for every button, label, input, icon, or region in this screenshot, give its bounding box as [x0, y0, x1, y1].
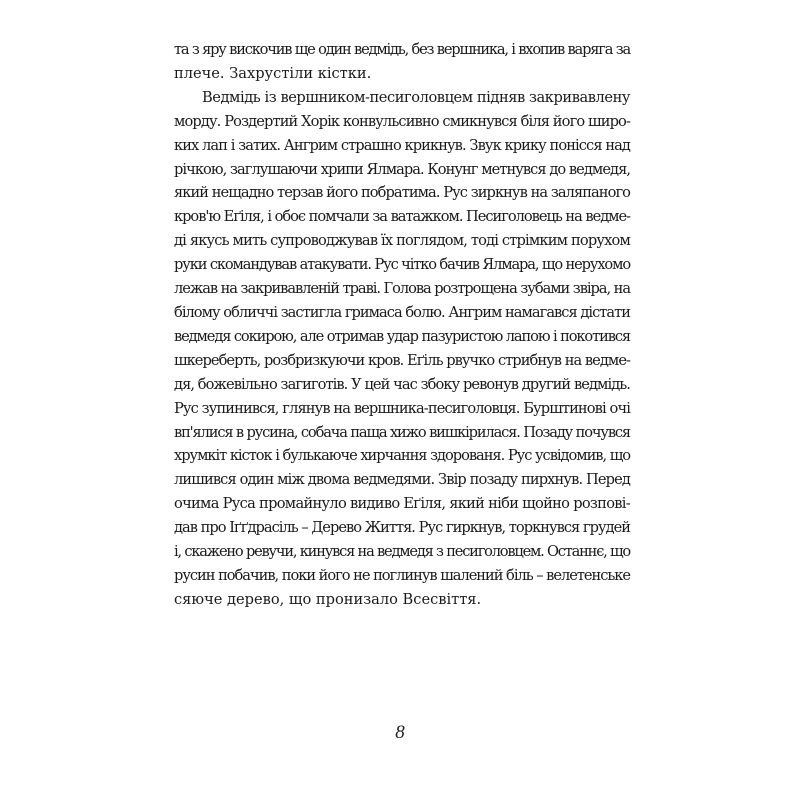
text-line: ді якусь мить супроводжував їх поглядом, тоді стрімким порухом: [174, 232, 630, 250]
text-line: сяюче дерево, що пронизало Всесвіття.: [174, 590, 482, 608]
text-line: Рус зупинився, глянув на вершника-песиголовця. Бурштинові очі: [174, 399, 631, 417]
text-line: шкереберть, розбризкуючи кров. Еґіль рвучко стрибнув на ведме-: [174, 351, 630, 369]
text-line: русин побачив, поки його не поглинув шалений біль – велетенське: [174, 566, 630, 584]
text-line: річкою, заглушаючи хрипи Ялмара. Конунг метнувся до ведмедя,: [174, 160, 631, 178]
page-number: 8: [395, 722, 405, 743]
text-line: плече. Захрустіли кістки.: [174, 64, 372, 82]
text-line: дя, божевільно загиготів. У цей час збоку ревонув другий ведмідь.: [174, 375, 630, 393]
text-line: очима Руса промайнуло видиво Еґіля, який ніби щойно розпові-: [174, 495, 630, 513]
body-text: [174, 38, 630, 612]
text-line: хрумкіт кісток і булькаюче хирчання здорованя. Рус усвідомив, що: [174, 447, 631, 465]
text-line: який нещадно терзав його побратима. Рус зиркнув на заляпаного: [174, 184, 631, 202]
text-line: і, скажено ревучи, кинувся на ведмедя з песиголовцем. Останнє, що: [174, 543, 630, 561]
text-line: лишився один між двома ведмедями. Звір позаду пирхнув. Перед: [174, 471, 631, 489]
text-line: кров'ю Еґіля, і обоє помчали за ватажком. Песиголовець на ведме-: [174, 208, 631, 226]
text-line: та з яру вискочив ще один ведмідь, без вершника, і вхопив варяга за: [174, 41, 630, 58]
text-line: руки скомандував атакувати. Рус чітко бачив Ялмара, що нерухомо: [174, 256, 630, 274]
text-line: ведмедя сокирою, але отримав удар пазуристою лапою і покотився: [174, 327, 630, 345]
text-line: вп'ялися в русина, собача паща хижо вишкірилася. Позаду почувся: [174, 423, 630, 441]
text-line: білому обличчі застигла гримаса болю. Ангрим намагався дістати: [174, 303, 631, 321]
text-line: лежав на закривавленій траві. Голова розтрощена зубами звіра, на: [174, 280, 630, 298]
text-line: дав про Іґґдрасіль – Дерево Життя. Рус гиркнув, торкнувся грудей: [174, 519, 630, 537]
text-line: морду. Роздертий Хорік конвульсивно смикнувся біля його широ-: [174, 112, 631, 130]
text-line: Ведмідь із вершником-песиголовцем підняв закривавлену: [202, 88, 631, 106]
text-line: ких лап і затих. Ангрим страшно крикнув. Звук крику понісся над: [174, 136, 631, 154]
